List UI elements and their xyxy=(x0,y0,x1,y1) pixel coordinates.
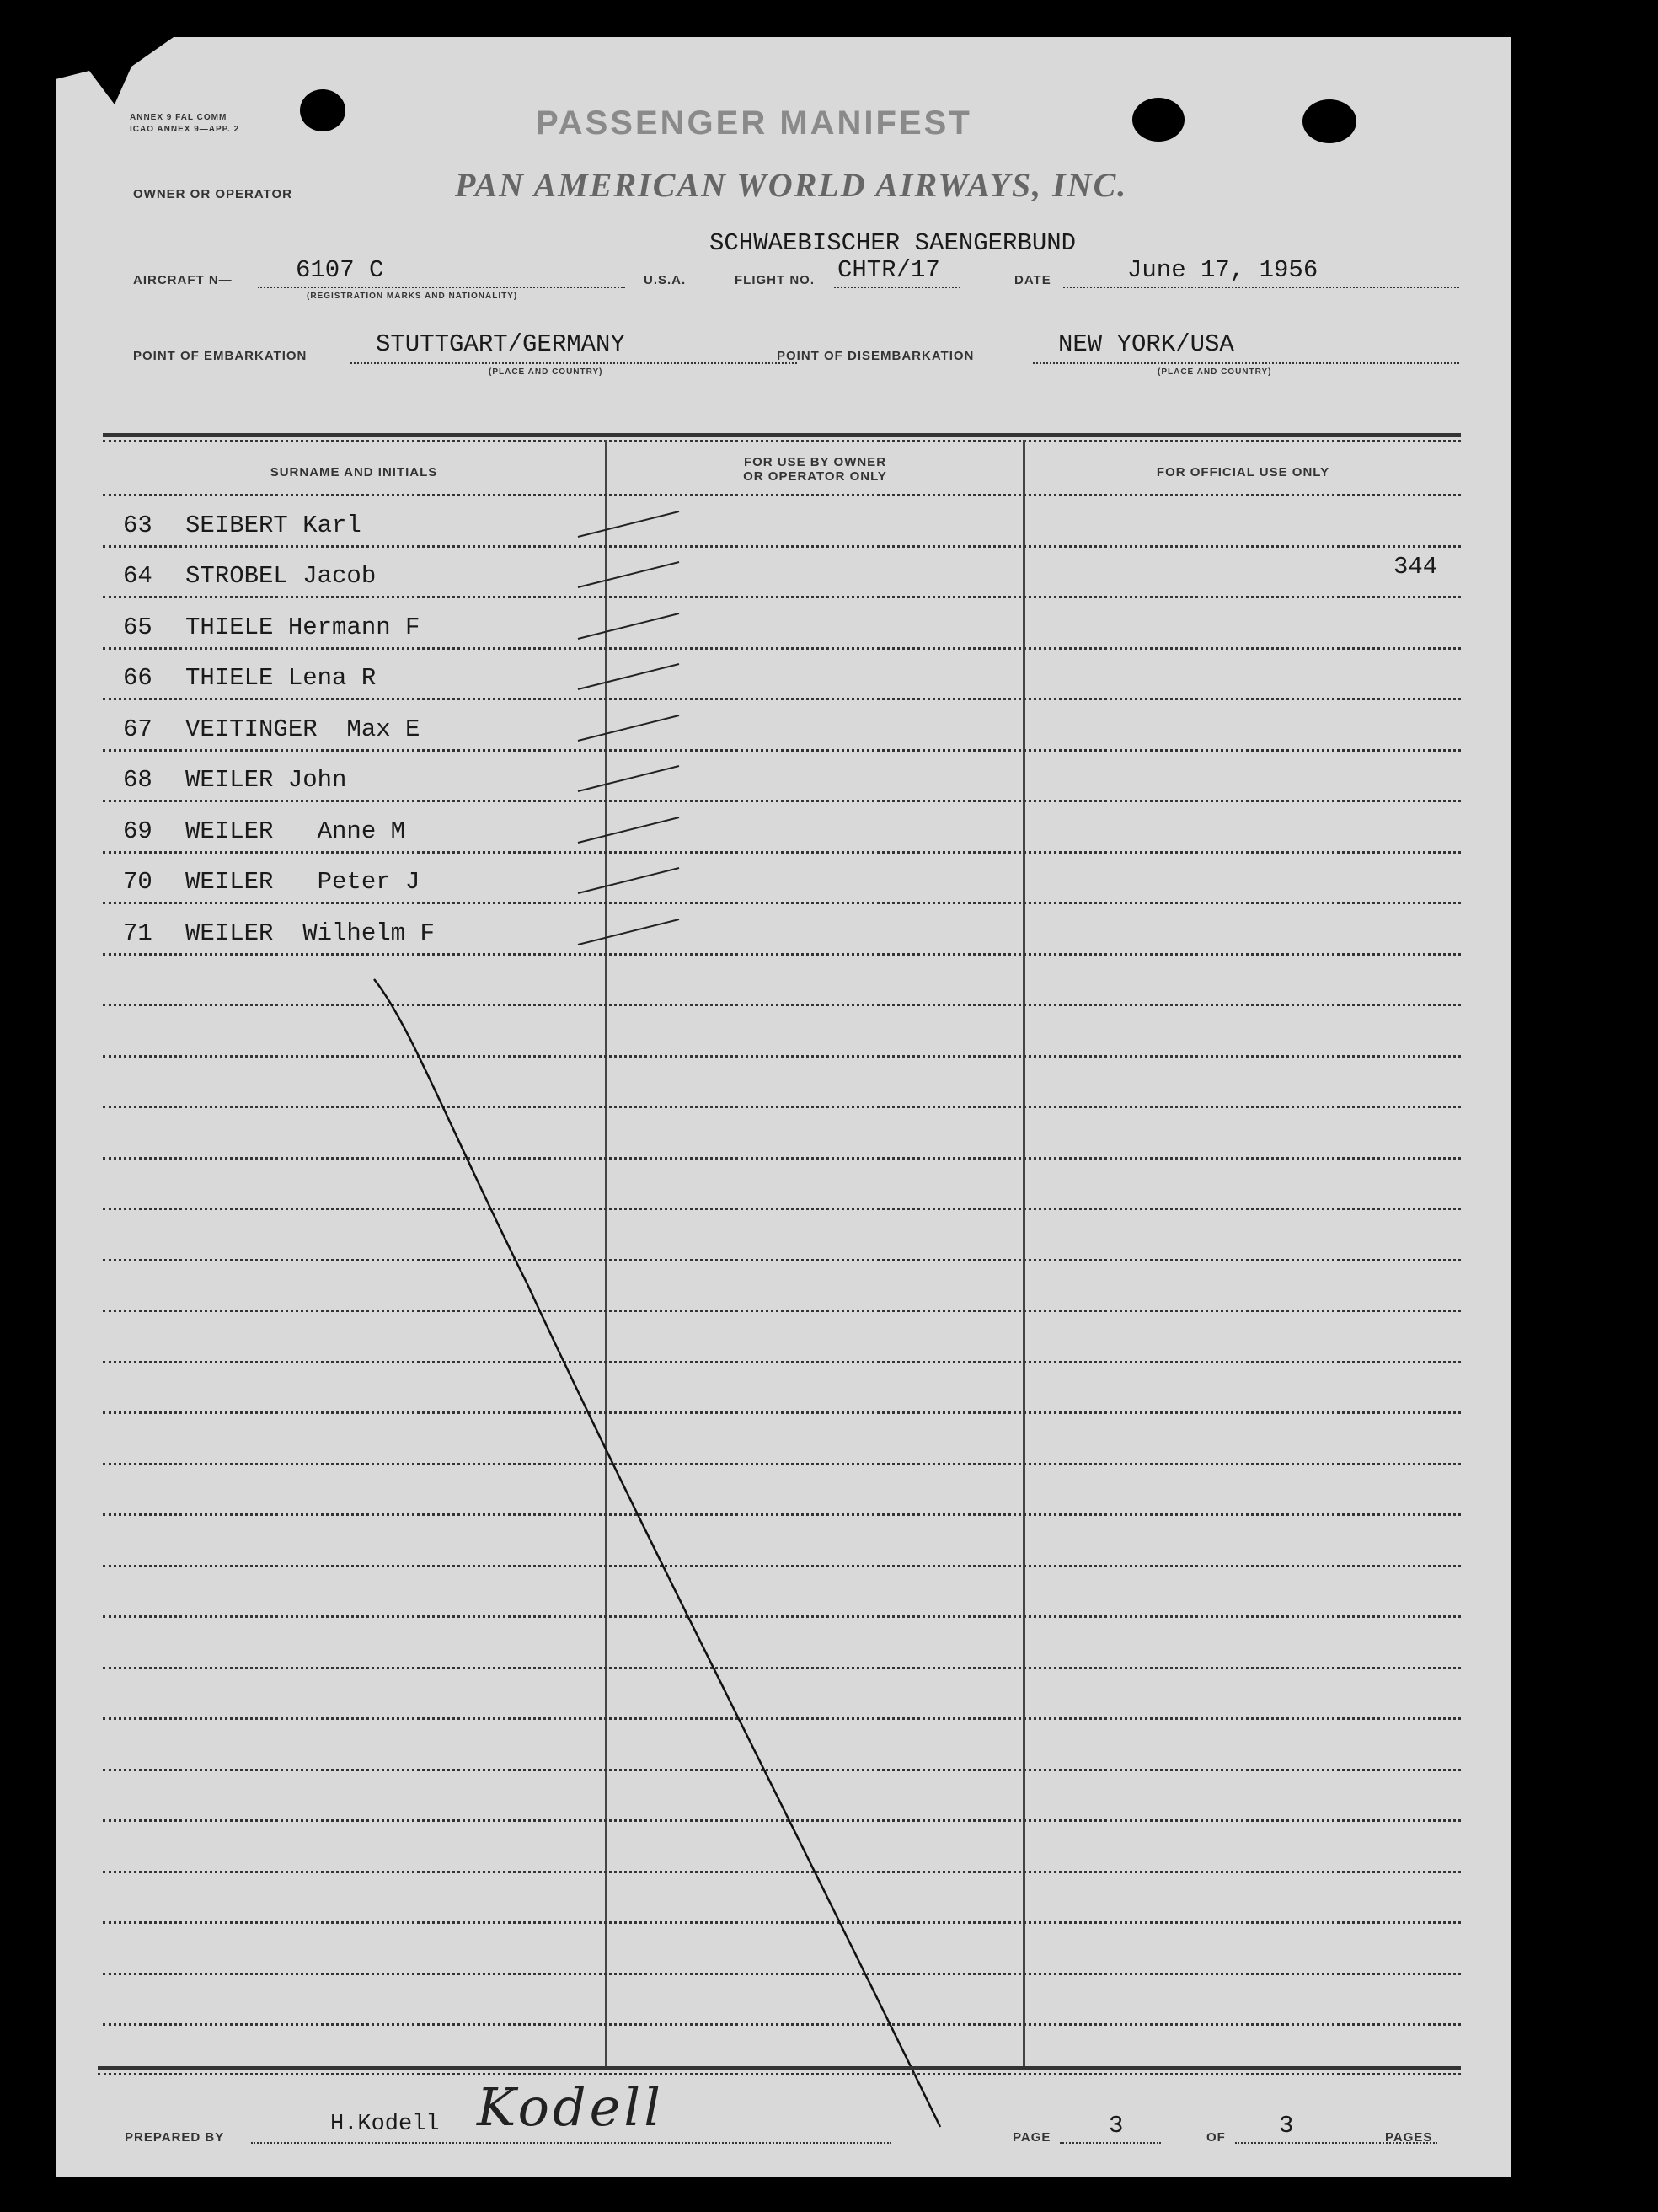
passenger-name: SEIBERT Karl xyxy=(185,511,361,539)
passenger-name: WEILER Peter J xyxy=(185,868,420,896)
passenger-number: 70 xyxy=(123,868,152,896)
strike-through-line xyxy=(56,37,1511,2177)
passenger-name: STROBEL Jacob xyxy=(185,562,377,590)
prepared-line xyxy=(251,2142,891,2144)
embark-caption: (PLACE AND COUNTRY) xyxy=(489,367,603,377)
of-value: 3 xyxy=(1279,2112,1294,2140)
form-code-line2: ICAO ANNEX 9—APP. 2 xyxy=(130,125,240,134)
passenger-name: WEILER John xyxy=(185,766,347,794)
aircraft-value: 6107 C xyxy=(296,256,384,284)
passenger-name: WEILER Anne M xyxy=(185,817,406,845)
disembark-caption: (PLACE AND COUNTRY) xyxy=(1158,367,1272,377)
col-owner-header-1: FOR USE BY OWNER xyxy=(743,455,887,469)
usa-label: U.S.A. xyxy=(644,273,687,287)
date-value: June 17, 1956 xyxy=(1127,256,1318,284)
passenger-name: VEITINGER Max E xyxy=(185,715,420,743)
page-value: 3 xyxy=(1109,2112,1124,2140)
passenger-number: 64 xyxy=(123,562,152,590)
page-line xyxy=(1060,2142,1161,2144)
passenger-number: 67 xyxy=(123,715,152,743)
registration-caption: (REGISTRATION MARKS AND NATIONALITY) xyxy=(307,292,518,301)
col-official-header: FOR OFFICIAL USE ONLY xyxy=(1156,465,1330,479)
page-title: PASSENGER MANIFEST xyxy=(536,104,972,142)
pages-label: PAGES xyxy=(1385,2130,1433,2145)
of-label: OF xyxy=(1206,2130,1226,2145)
manifest-sheet xyxy=(56,37,1511,2177)
owner-label: OWNER OR OPERATOR xyxy=(133,187,292,201)
col-owner-header-2: OR OPERATOR ONLY xyxy=(743,469,887,484)
date-label: DATE xyxy=(1014,273,1051,287)
disembark-label: POINT OF DISEMBARKATION xyxy=(777,349,975,363)
signature: Kodell xyxy=(477,2076,665,2138)
table-bottom-rule-2 xyxy=(98,2073,1461,2075)
table-bottom-rule xyxy=(98,2066,1461,2070)
passenger-number: 65 xyxy=(123,613,152,641)
group-name: SCHWAEBISCHER SAENGERBUND xyxy=(709,229,1077,257)
embark-value: STUTTGART/GERMANY xyxy=(376,330,625,358)
passenger-number: 66 xyxy=(123,664,152,692)
embark-label: POINT OF EMBARKATION xyxy=(133,349,308,363)
disembark-value: NEW YORK/USA xyxy=(1058,330,1234,358)
passenger-number: 69 xyxy=(123,817,152,845)
official-note: 344 xyxy=(1393,553,1438,581)
page-label: PAGE xyxy=(1013,2130,1051,2145)
prepared-value: H.Kodell xyxy=(330,2112,440,2137)
prepared-label: PREPARED BY xyxy=(125,2130,225,2145)
aircraft-label: AIRCRAFT N— xyxy=(133,273,233,287)
owner-value: PAN AMERICAN WORLD AIRWAYS, INC. xyxy=(455,166,1128,204)
passenger-name: THIELE Hermann F xyxy=(185,613,420,641)
col-surname-header: SURNAME AND INITIALS xyxy=(270,465,438,479)
flight-value: CHTR/17 xyxy=(837,256,940,284)
passenger-name: WEILER Wilhelm F xyxy=(185,919,435,947)
flight-label: FLIGHT NO. xyxy=(735,273,815,287)
passenger-number: 63 xyxy=(123,511,152,539)
passenger-number: 68 xyxy=(123,766,152,794)
passenger-name: THIELE Lena R xyxy=(185,664,377,692)
passenger-number: 71 xyxy=(123,919,152,947)
form-code-line1: ANNEX 9 FAL COMM xyxy=(130,113,227,122)
